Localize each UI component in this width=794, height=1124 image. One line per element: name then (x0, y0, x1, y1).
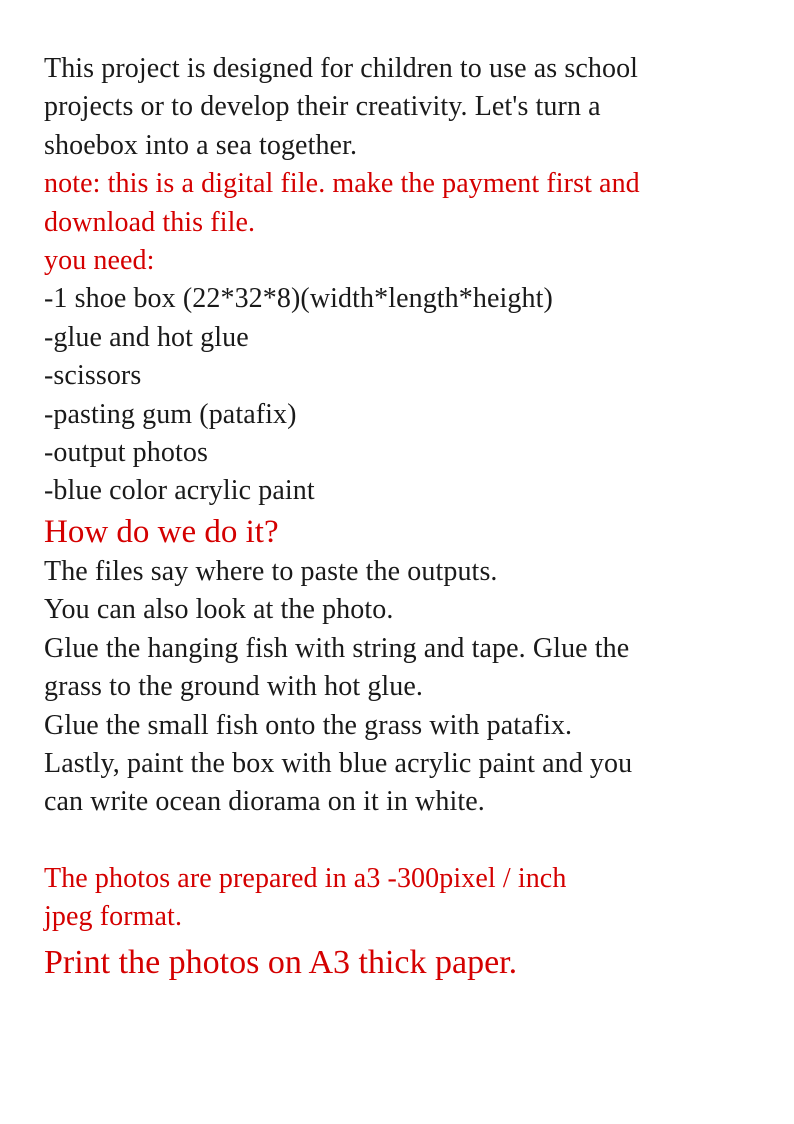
photo-note-line: jpeg format. (44, 901, 183, 933)
how-to-heading: How do we do it? (44, 513, 279, 550)
material-item: -glue and hot glue (44, 321, 249, 353)
intro-line: This project is designed for children to use as school (44, 53, 639, 84)
instruction-line: Lastly, paint the box with blue acrylic paint and you (44, 747, 633, 779)
instruction-line: Glue the hanging fish with string and tape. Glue the (44, 632, 630, 664)
instruction-line: You can also look at the photo. (44, 594, 394, 626)
photo-note-line: The photos are prepared in a3 -300pixel / inch (44, 862, 567, 894)
print-instruction: Print the photos on A3 thick paper. (44, 943, 518, 981)
intro-line: shoebox into a sea together. (44, 129, 358, 161)
instruction-line: The files say where to paste the outputs. (44, 555, 498, 587)
instructions (44, 553, 764, 822)
instruction-line: grass to the ground with hot glue. (44, 671, 424, 703)
digital-file-note (44, 165, 764, 242)
intro-paragraph (44, 50, 764, 165)
material-item: -output photos (44, 437, 208, 469)
material-item: -pasting gum (patafix) (44, 398, 297, 430)
document-body (44, 50, 764, 985)
instruction-line: can write ocean diorama on it in white. (44, 786, 485, 818)
photo-format-note (44, 860, 764, 937)
note-line: download this file. (44, 206, 256, 238)
material-item: -scissors (44, 360, 142, 392)
material-item: -blue color acrylic paint (44, 475, 315, 507)
spacer (44, 822, 764, 860)
you-need-label: you need: (44, 245, 155, 277)
materials-list (44, 280, 764, 510)
intro-line: projects or to develop their creativity. Let's turn a (44, 91, 601, 123)
note-line: note: this is a digital file. make the payment first and (44, 168, 640, 200)
instruction-line: Glue the small fish onto the grass with patafix. (44, 709, 573, 741)
material-item: -1 shoe box (22*32*8)(width*length*height) (44, 283, 553, 315)
